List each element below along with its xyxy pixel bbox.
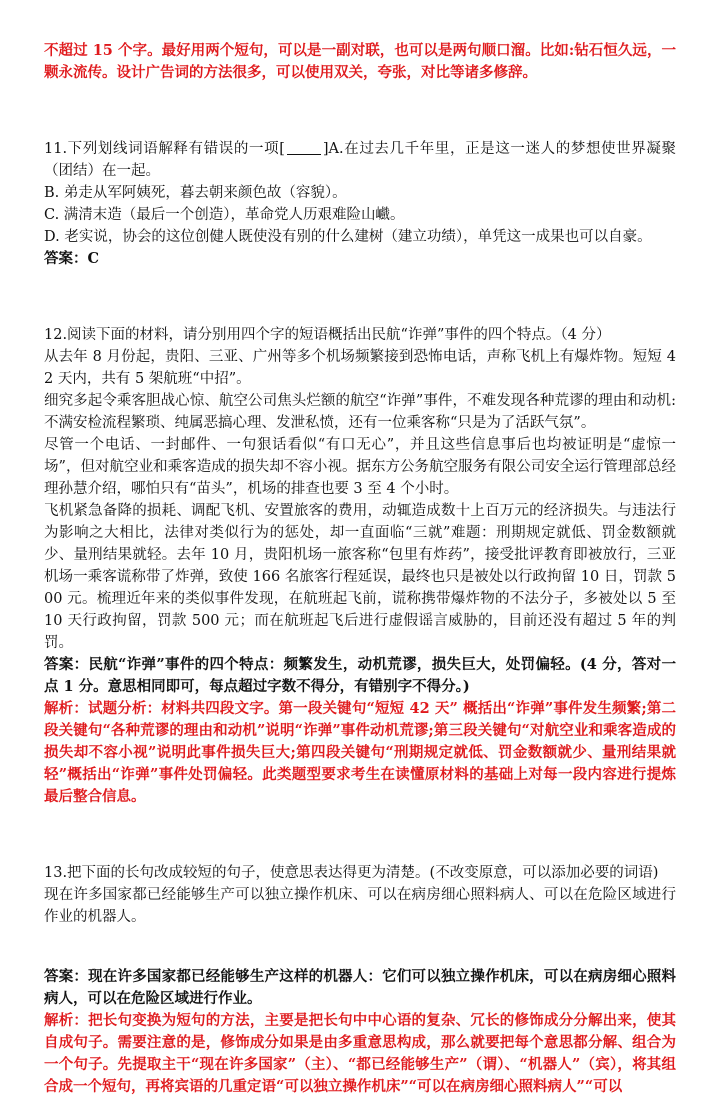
q12-stem: 12.阅读下面的材料，请分别用四个字的短语概括出民航“诈弹”事件的四个特点。（4 分） bbox=[44, 327, 611, 343]
q11-option-c: C. 满清末造（最后一个创造），革命党人历艰难险山巇。 bbox=[44, 207, 405, 223]
question-13 bbox=[44, 862, 676, 1098]
spacer bbox=[44, 928, 676, 966]
spacer bbox=[44, 84, 676, 138]
q13-answer: 答案：现在许多国家都已经能够生产这样的机器人：它们可以独立操作机床，可以在病房细心照料病人，可以在危险区域进行作业。 bbox=[44, 968, 676, 1007]
q12-answer: 答案：民航“诈弹”事件的四个特点：频繁发生，动机荒谬，损失巨大，处罚偏轻。(4 分，答对一点 1 分。意思相同即可，每点超过字数不得分，有错别字不得分。) bbox=[44, 656, 676, 695]
q12-paragraph-3: 尽管一个电话、一封邮件、一句狠话看似“有口无心”，并且这些信息事后也均被证明是“虚惊一场”，但对航空业和乘客造成的损失却不容小视。据东方公务航空服务有限公司安全运行管理部总经理孙慧介绍，哪怕只有“苗头”，机场的排查也要 3 至 4 个小时。 bbox=[44, 437, 676, 497]
q11-blank bbox=[287, 140, 321, 155]
q12-paragraph-2: 细究多起令乘客胆战心惊、航空公司焦头烂额的航空“诈弹”事件，不难发现各种荒谬的理由和动机:不满安检流程繁琐、纯属恶搞心理、发泄私愤，还有一位乘客称“只是为了活跃气氛”。 bbox=[44, 393, 676, 431]
q12-paragraph-1: 从去年 8 月份起，贵阳、三亚、广州等多个机场频繁接到恐怖电话，声称飞机上有爆炸物。短短 42 天内，共有 5 架航班“中招”。 bbox=[44, 349, 676, 387]
q12-analysis: 解析：试题分析：材料共四段文字。第一段关键句“短短 42 天” 概括出“诈弹”事件发生频繁;第二段关键句“各种荒谬的理由和动机”说明“诈弹”事件动机荒谬;第三段关键句“对航空业和乘客造成的损失却不容小视”说明此事件损失巨大;第四段关键句“刑期规定就低、罚金数额就少、量刑结果就轻”概括出“诈弹”事件处罚偏轻。此类题型要求考生在读懂原材料的基础上对每一段内容进行提炼最后整合信息。 bbox=[44, 700, 676, 805]
q13-analysis: 解析：把长句变换为短句的方法，主要是把长句中中心语的复杂、冗长的修饰成分分解出来，使其自成句子。需要注意的是，修饰成分如果是由多重意思构成，那么就要把每个意思都分解、组合为一个句子。先提取主干“现在许多国家”（主）、“都已经能够生产”（谓）、“机器人”（宾），将其组合成一个短句，再将宾语的几重定语“可以独立操作机床”“可以在病房细心照料病人”“可以 bbox=[44, 1012, 676, 1095]
q11-option-d: D. 老实说，协会的这位创健人既使没有别的什么建树（建立功绩），单凭这一成果也可以自豪。 bbox=[44, 229, 652, 245]
q11-stem bbox=[44, 138, 676, 182]
question-11 bbox=[44, 138, 676, 270]
intro-text: 不超过 15 个字。最好用两个短句，可以是一副对联，也可以是两句顺口溜。比如:钻石恒久远，一颗永流传。设计广告词的方法很多，可以使用双关，夸张，对比等诸多修辞。 bbox=[44, 42, 676, 81]
q11-stem-before: 11.下列划线词语解释有错误的一项[ bbox=[44, 141, 285, 157]
spacer bbox=[44, 270, 676, 324]
q12-paragraph-4: 飞机紧急备降的损耗、调配飞机、安置旅客的费用，动辄造成数十上百万元的经济损失。与违法行为影响之大相比，法律对类似行为的惩处，却一直面临“三就”难题：刑期规定就低、罚金数额就少、量刑结果就轻。去年 10 月，贵阳机场一旅客称“包里有炸药”，接受批评教育即被放行，三亚机场一乘客谎称带了炸弹，致使 166 名旅客行程延误，最终也只是被处以行政拘留 10 日，罚款 500 元。梳理近年来的类似事件发现，在航班起飞前，谎称携带爆炸物的不法分子，多被处以 5 至 10 天行政拘留，罚款 500 元；而在航班起飞后进行虚假谣言威胁的，目前还没有超过 5 年的判罚。 bbox=[44, 503, 676, 651]
question-12 bbox=[44, 324, 676, 808]
q11-stem-after: ]A.在过去几千年里，正是这一迷人的梦想使世界凝聚（团结）在一起。 bbox=[44, 141, 676, 179]
spacer bbox=[44, 808, 676, 862]
document-page bbox=[44, 40, 676, 1098]
q13-material: 现在许多国家都已经能够生产可以独立操作机床、可以在病房细心照料病人、可以在危险区域进行作业的机器人。 bbox=[44, 887, 676, 925]
q11-option-b: B. 弟走从军阿姨死，暮去朝来颜色故（容貌）。 bbox=[44, 185, 347, 201]
q11-answer: 答案：C bbox=[44, 250, 100, 267]
q13-stem: 13.把下面的长句改成较短的句子，使意思表达得更为清楚。(不改变原意，可以添加必要的词语) bbox=[44, 865, 659, 881]
